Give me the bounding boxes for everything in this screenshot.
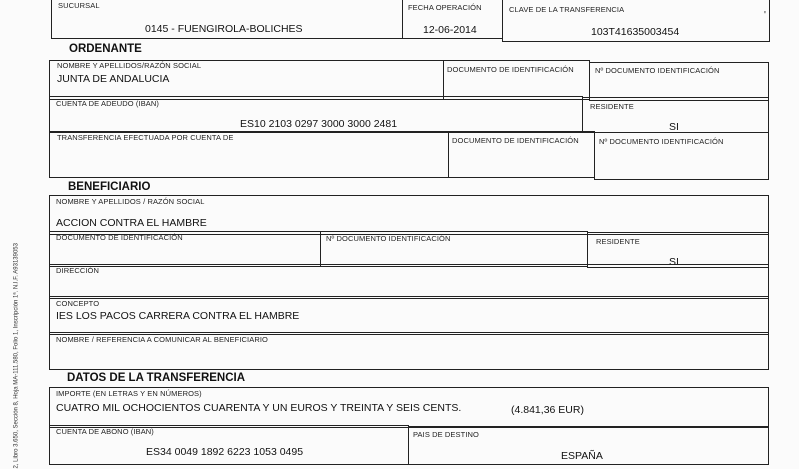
beneficiario-numdoc-label: Nº DOCUMENTO IDENTIFICACIÓN <box>326 234 451 243</box>
beneficiario-referencia-label: NOMBRE / REFERENCIA A COMUNICAR AL BENEFICIARIO <box>56 335 268 344</box>
sucursal-label: SUCURSAL <box>58 1 100 10</box>
transferencia-cuenta-value: ES34 0049 1892 6223 1053 0495 <box>146 446 304 458</box>
ordenante-residente-label: RESIDENTE <box>590 102 634 111</box>
beneficiario-nombre-value: ACCION CONTRA EL HAMBRE <box>56 217 207 229</box>
ordenante-residente-value: SI <box>669 121 679 133</box>
sucursal-value: 0145 - FUENGIROLA-BOLICHES <box>145 23 303 35</box>
registry-side-text: 2, Libro 3.650, Sección 8, Hoja MA-111.580, Folio 1, Inscripción 1ª. N.I.F. A93139053 <box>13 243 20 469</box>
ordenante-doc-label: DOCUMENTO DE IDENTIFICACIÓN <box>447 65 574 74</box>
ordenante-doc2-label: DOCUMENTO DE IDENTIFICACIÓN <box>452 136 579 145</box>
transferencia-pais-value: ESPAÑA <box>561 450 603 462</box>
transferencia-cuenta-label: CUENTA DE ABONO (IBAN) <box>56 427 154 436</box>
transferencia-importe-letras: CUATRO MIL OCHOCIENTOS CUARENTA Y UN EUROS Y TREINTA Y SEIS CENTS. <box>56 402 462 414</box>
ordenante-cuenta-value: ES10 2103 0297 3000 3000 2481 <box>240 118 398 130</box>
transferencia-pais-label: PAIS DE DESTINO <box>413 430 479 439</box>
ordenante-title: ORDENANTE <box>69 43 142 55</box>
beneficiario-direccion-label: DIRECCIÓN <box>56 266 99 275</box>
beneficiario-concepto-label: CONCEPTO <box>56 299 100 308</box>
ordenante-nombre-label: NOMBRE Y APELLIDOS/RAZÓN SOCIAL <box>57 61 202 70</box>
transferencia-title: DATOS DE LA TRANSFERENCIA <box>67 372 246 384</box>
beneficiario-residente-value: SI <box>669 256 679 268</box>
beneficiario-concepto-value: IES LOS PACOS CARRERA CONTRA EL HAMBRE <box>56 310 300 322</box>
ordenante-cuenta-label: CUENTA DE ADEUDO (IBAN) <box>56 99 160 108</box>
ordenante-nombre-value: JUNTA DE ANDALUCIA <box>57 73 170 85</box>
beneficiario-doc-label: DOCUMENTO DE IDENTIFICACIÓN <box>56 233 183 242</box>
clave-label: CLAVE DE LA TRANSFERENCIA <box>509 5 625 14</box>
transferencia-importe-numero: (4.841,36 EUR) <box>511 404 584 416</box>
clave-value: 103T41635003454 <box>591 26 680 38</box>
ordenante-numdoc-label: Nº DOCUMENTO IDENTIFICACIÓN <box>595 66 720 75</box>
beneficiario-title: BENEFICIARIO <box>68 181 151 193</box>
beneficiario-nombre-label: NOMBRE Y APELLIDOS / RAZÓN SOCIAL <box>56 197 205 206</box>
fecha-label: FECHA OPERACIÓN <box>408 3 482 12</box>
beneficiario-direccion-box <box>49 264 769 299</box>
fecha-value: 12-06-2014 <box>423 24 477 36</box>
beneficiario-residente-label: RESIDENTE <box>596 237 640 246</box>
transferencia-importe-label: IMPORTE (EN LETRAS Y EN NÚMEROS) <box>56 389 202 398</box>
ordenante-transf-label: TRANSFERENCIA EFECTUADA POR CUENTA DE <box>57 133 234 142</box>
corner-mark: ' <box>764 10 766 21</box>
ordenante-numdoc2-label: Nº DOCUMENTO IDENTIFICACIÓN <box>599 137 724 146</box>
